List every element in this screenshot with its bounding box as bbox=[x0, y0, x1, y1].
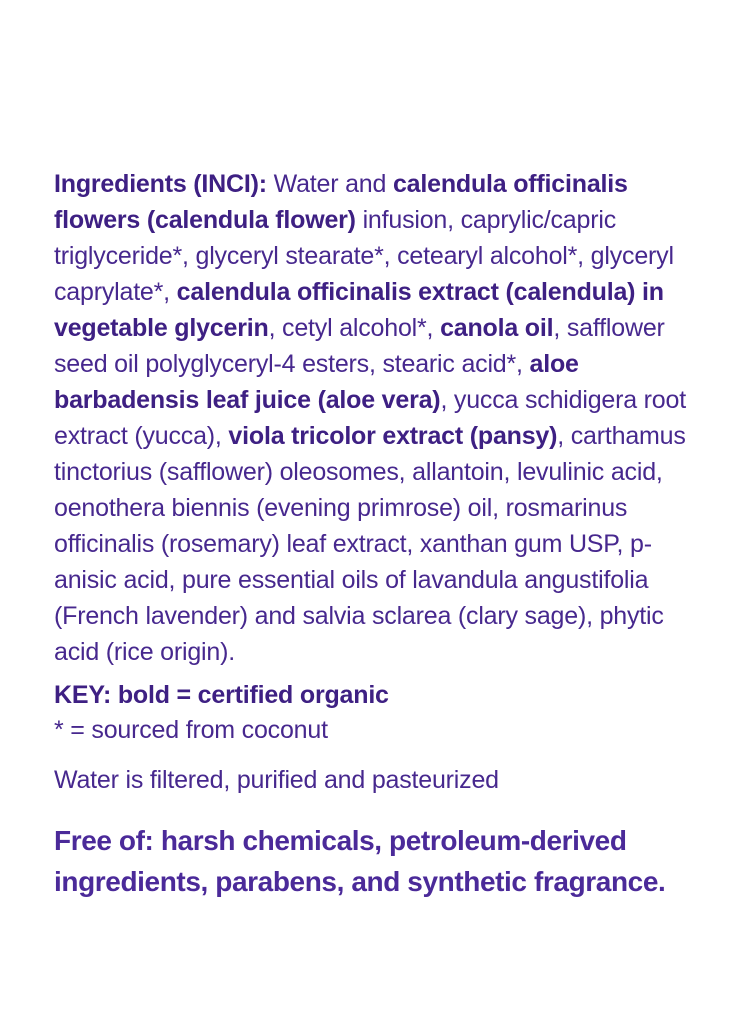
ingredient-segment-organic: aloe barbadensis leaf juice (aloe vera) bbox=[54, 350, 579, 414]
ingredient-segment-organic: canola oil bbox=[440, 314, 554, 342]
ingredients-heading: Ingredients (INCI): bbox=[54, 170, 274, 198]
ingredient-segment-organic: viola tricolor extract (pansy) bbox=[228, 422, 558, 450]
free-of-statement: Free of: harsh chemicals, petroleum-derived ingredients, parabens, and synthetic fragrance. bbox=[54, 825, 666, 897]
ingredient-segment: , yucca schidigera root extract (yucca), bbox=[54, 386, 686, 450]
ingredient-segment: , safflower seed oil polyglyceryl-4 esters, stearic acid*, bbox=[54, 314, 665, 378]
ingredients-paragraph bbox=[54, 166, 694, 670]
ingredient-segment-organic: calendula officinalis extract (calendula) in vegetable glycerin bbox=[54, 278, 664, 342]
ingredient-segment: , carthamus tinctorius (safflower) oleosomes, allantoin, levulinic acid, oenothera biennis (evening primrose) oil, rosmarinus officinalis (rosemary) leaf extract, xanthan gum USP, p-anisic acid, pure essential oils of lavandula angustifolia (French lavender) and salvia sclarea (clary sage), phytic acid (rice origin). bbox=[54, 422, 686, 666]
ingredient-segment: infusion, caprylic/capric triglyceride*, glyceryl stearate*, cetearyl alcohol*, glyceryl caprylate*, bbox=[54, 206, 674, 306]
water-note: Water is filtered, purified and pasteurized bbox=[54, 766, 499, 794]
ingredient-segment-organic: calendula officinalis flowers (calendula flower) bbox=[54, 170, 628, 234]
ingredient-segment: Water and bbox=[273, 170, 393, 198]
ingredient-segment: , cetyl alcohol*, bbox=[268, 314, 441, 342]
key-block bbox=[54, 678, 694, 748]
key-asterisk-meaning: * = sourced from coconut bbox=[54, 716, 328, 744]
key-bold-meaning: KEY: bold = certified organic bbox=[54, 681, 389, 709]
